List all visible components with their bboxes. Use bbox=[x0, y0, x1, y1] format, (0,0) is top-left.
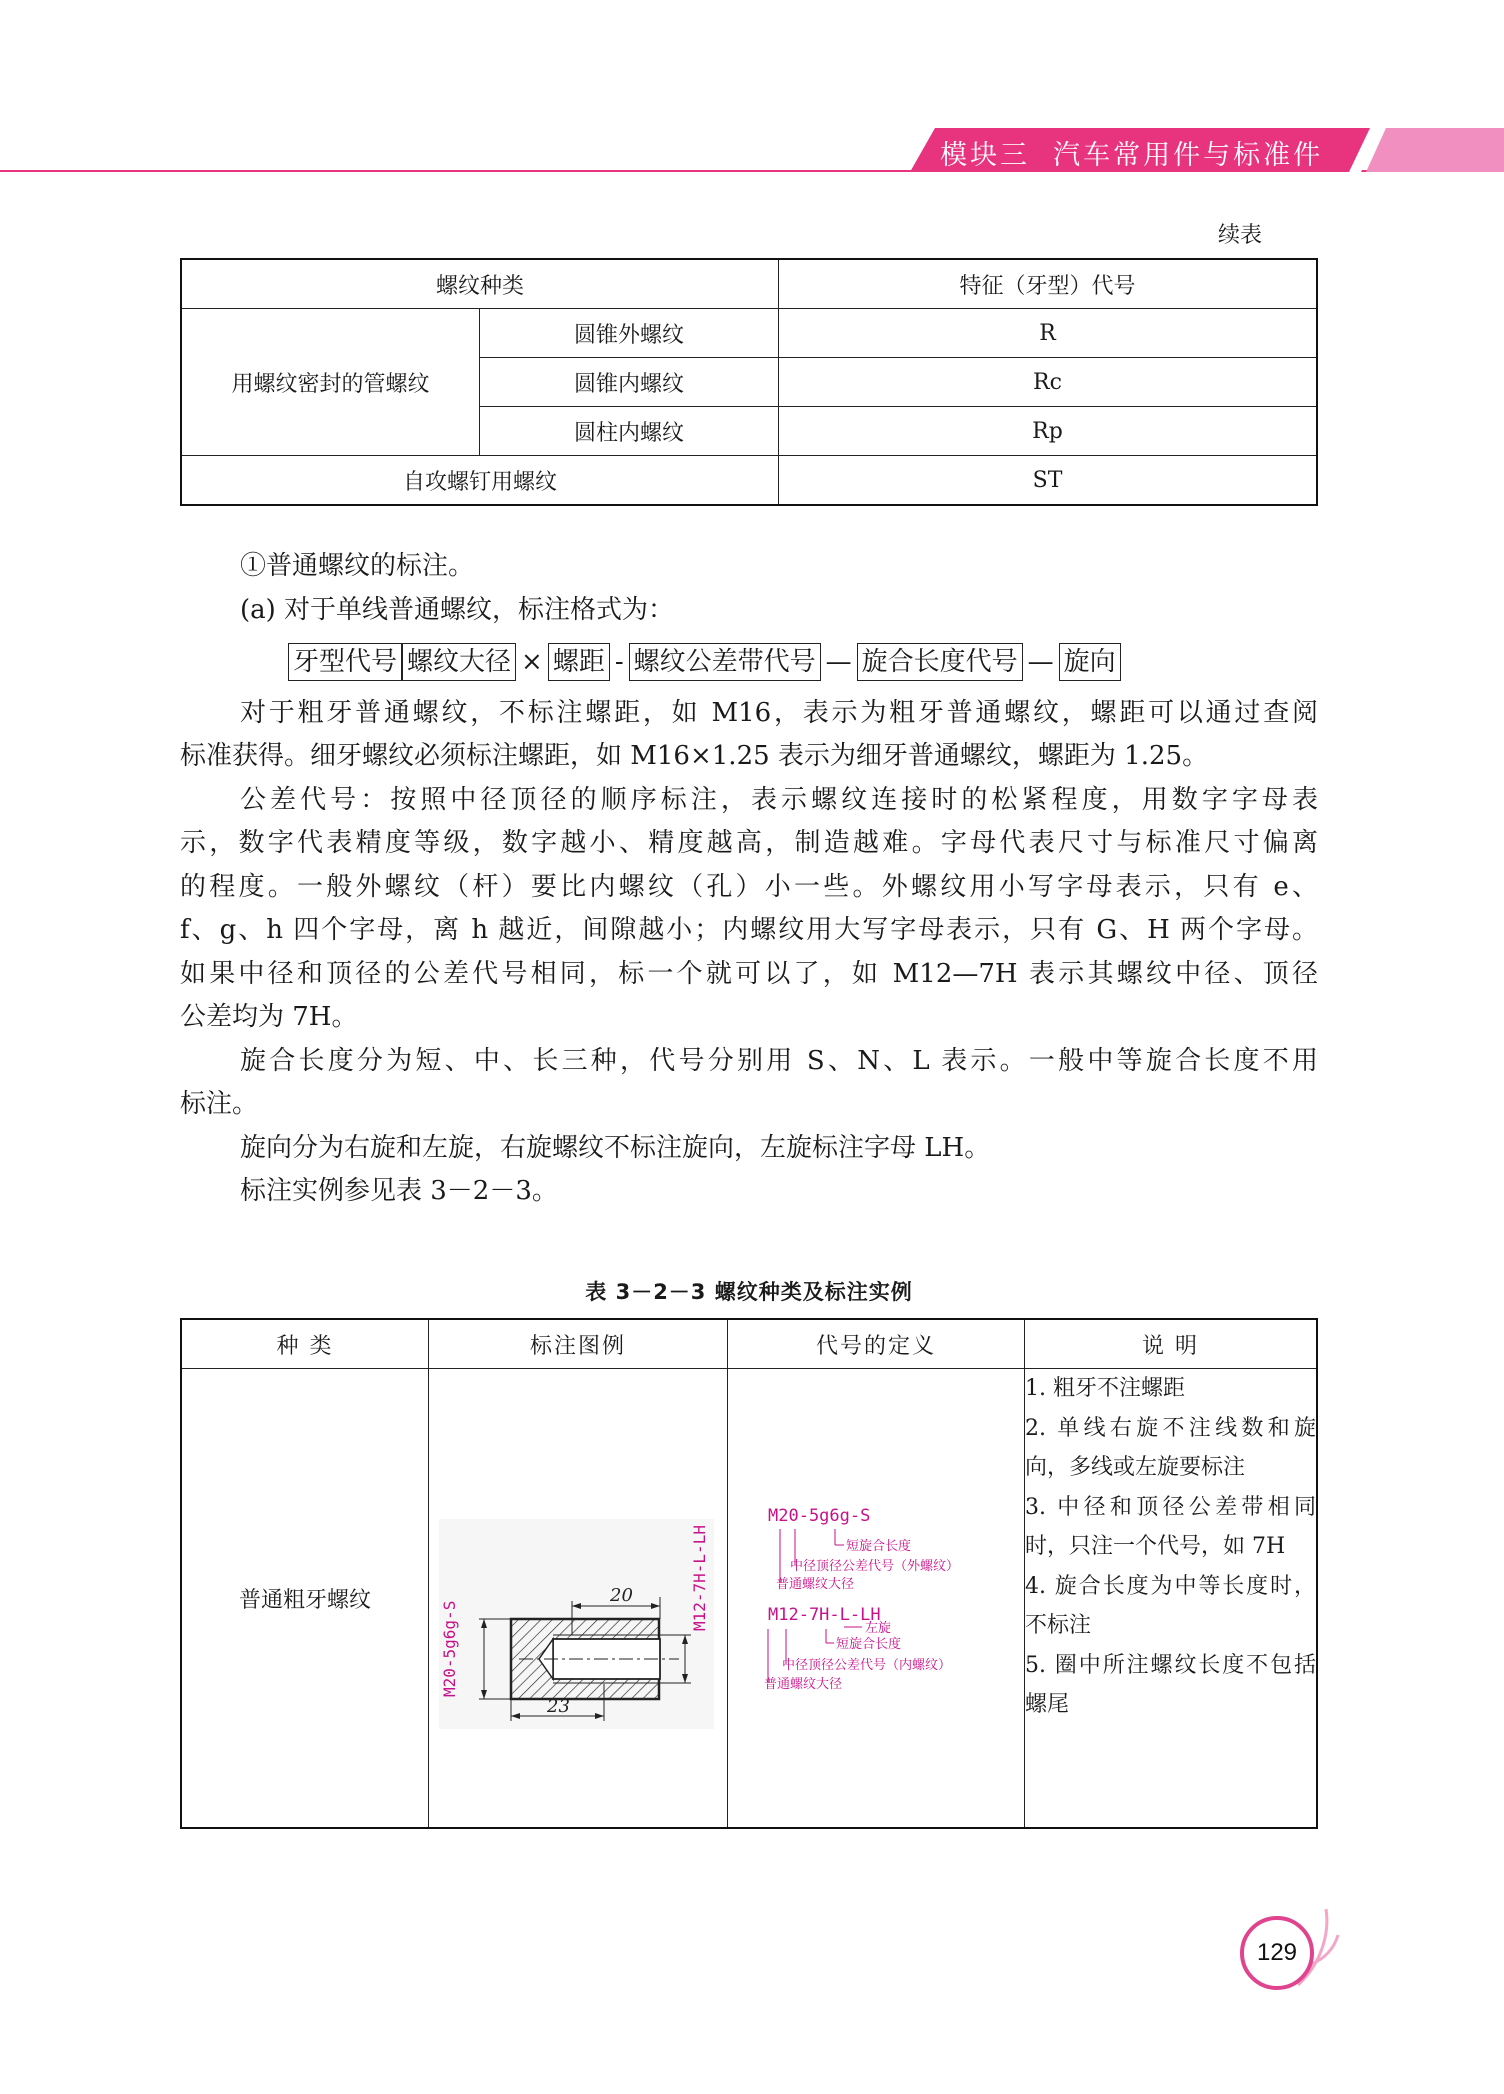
format-box: 牙型代号 bbox=[288, 643, 402, 681]
table-cell: 圆锥内螺纹 bbox=[480, 358, 779, 407]
format-separator: — bbox=[1027, 647, 1054, 677]
note-item: 1. 粗牙不注螺距 bbox=[1025, 1376, 1185, 1401]
dim-bottom: 23 bbox=[547, 1696, 570, 1717]
table-header: 说 明 bbox=[1025, 1319, 1318, 1369]
code1-note: 普通螺纹大径 bbox=[776, 1577, 855, 1592]
format-box: 螺距 bbox=[548, 643, 610, 681]
paragraph-line: f、g、h 四个字母，离 h 越近，间隙越小；内螺纹用大写字母表示，只有 G、H 两个字母。 bbox=[180, 915, 1318, 945]
format-separator: - bbox=[614, 647, 624, 677]
format-separator: × bbox=[521, 647, 543, 677]
format-box: 旋向 bbox=[1059, 643, 1121, 681]
thread-example-table bbox=[180, 1318, 1318, 1829]
format-box: 螺纹公差带代号 bbox=[629, 643, 821, 681]
note-item: 2. 单线右旋不注线数和旋向，多线或左旋要标注 bbox=[1025, 1415, 1316, 1480]
table-cell: R bbox=[779, 309, 1318, 358]
paragraph-line: 标注。 bbox=[180, 1089, 259, 1119]
chapter-title: 模块三 汽车常用件与标准件 bbox=[940, 140, 1324, 171]
page-number: 129 bbox=[1240, 1916, 1314, 1990]
code-definition-diagram bbox=[728, 1369, 1024, 1821]
format-box: 螺纹大径 bbox=[402, 643, 516, 681]
table-header: 特征（牙型）代号 bbox=[779, 259, 1318, 309]
dim-top: 20 bbox=[610, 1585, 633, 1606]
label-right: M12-7H-L-LH bbox=[690, 1525, 709, 1631]
paragraph-line: 旋向分为右旋和左旋，右旋螺纹不标注旋向，左旋标注字母 LH。 bbox=[240, 1133, 991, 1163]
note-item: 5. 圈中所注螺纹长度不包括螺尾 bbox=[1025, 1652, 1316, 1717]
paragraph-line: 示，数字代表精度等级，数字越小、精度越高，制造越难。字母代表尺寸与标准尺寸偏离 bbox=[180, 828, 1318, 858]
note-item: 4. 旋合长度为中等长度时，不标注 bbox=[1025, 1573, 1316, 1638]
drawing-cell bbox=[429, 1369, 728, 1829]
code2-note: 中径顶径公差代号（内螺纹） bbox=[782, 1658, 952, 1673]
table-cell: Rp bbox=[779, 407, 1318, 456]
paragraph-line: 公差均为 7H。 bbox=[180, 1002, 358, 1032]
paragraph-line: 标注实例参见表 3－2－3。 bbox=[240, 1176, 558, 1206]
row-kind: 普通粗牙螺纹 bbox=[181, 1369, 429, 1829]
table-header: 螺纹种类 bbox=[181, 259, 779, 309]
continued-label: 续表 bbox=[1218, 223, 1263, 248]
table-header: 代号的定义 bbox=[728, 1319, 1025, 1369]
sub-heading: (a) 对于单线普通螺纹，标注格式为： bbox=[240, 595, 675, 625]
paragraph-line: 的程度。一般外螺纹（杆）要比内螺纹（孔）小一些。外螺纹用小写字母表示，只有 e、 bbox=[180, 872, 1318, 902]
notation-format bbox=[288, 642, 1121, 682]
definition-cell bbox=[728, 1369, 1025, 1829]
code1-note: 短旋合长度 bbox=[846, 1539, 912, 1554]
table-header: 种 类 bbox=[181, 1319, 429, 1369]
code2-note: 左旋 bbox=[865, 1621, 892, 1636]
format-separator: — bbox=[825, 647, 852, 677]
code2-note: 普通螺纹大径 bbox=[764, 1677, 843, 1692]
code1: M20-5g6g-S bbox=[768, 1506, 871, 1526]
group-label: 用螺纹密封的管螺纹 bbox=[181, 309, 480, 456]
table-cell: 圆锥外螺纹 bbox=[480, 309, 779, 358]
table-cell: 自攻螺钉用螺纹 bbox=[181, 456, 779, 506]
format-box: 旋合长度代号 bbox=[857, 643, 1023, 681]
table-cell: Rc bbox=[779, 358, 1318, 407]
paragraph-line: 公差代号：按照中径顶径的顺序标注，表示螺纹连接时的松紧程度，用数字字母表 bbox=[240, 785, 1318, 815]
note-item: 3. 中径和顶径公差带相同时，只注一个代号，如 7H bbox=[1025, 1494, 1316, 1559]
section-heading: ①普通螺纹的标注。 bbox=[240, 551, 475, 581]
thread-code-table bbox=[180, 258, 1318, 506]
paragraph-line: 对于粗牙普通螺纹，不标注螺距，如 M16，表示为粗牙普通螺纹，螺距可以通过查阅 bbox=[240, 698, 1318, 728]
code1-note: 中径顶径公差代号（外螺纹） bbox=[790, 1559, 960, 1574]
thread-drawing bbox=[429, 1369, 727, 1821]
paragraph-line: 标准获得。细牙螺纹必须标注螺距，如 M16×1.25 表示为细牙普通螺纹，螺距为 1.25。 bbox=[180, 741, 1209, 771]
paragraph-line: 如果中径和顶径的公差代号相同，标一个就可以了，如 M12—7H 表示其螺纹中径、顶径 bbox=[180, 959, 1318, 989]
code2: M12-7H-L-LH bbox=[768, 1605, 881, 1625]
notes-cell bbox=[1025, 1369, 1318, 1829]
paragraph-line: 旋合长度分为短、中、长三种，代号分别用 S、N、L 表示。一般中等旋合长度不用 bbox=[240, 1046, 1318, 1076]
code2-note: 短旋合长度 bbox=[836, 1637, 902, 1652]
label-left: M20-5g6g-S bbox=[440, 1600, 459, 1697]
table-cell: ST bbox=[779, 456, 1318, 506]
table-cell: 圆柱内螺纹 bbox=[480, 407, 779, 456]
table-title: 表 3－2－3 螺纹种类及标注实例 bbox=[585, 1280, 913, 1304]
table-header: 标注图例 bbox=[429, 1319, 728, 1369]
